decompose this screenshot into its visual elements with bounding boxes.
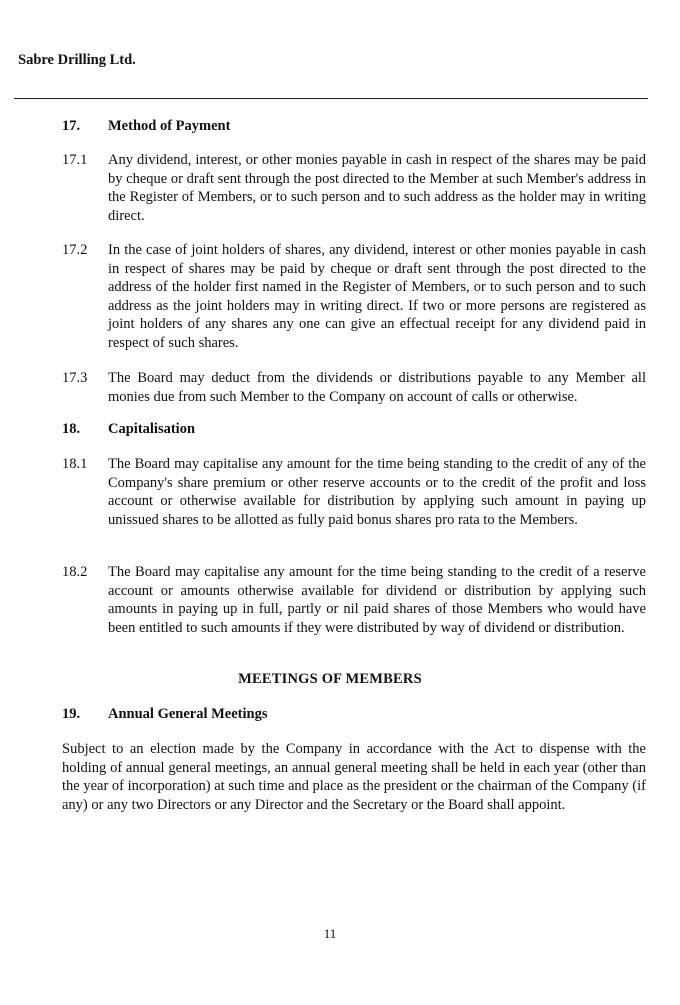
- clause-18-1-text: The Board may capitalise any amount for the time being standing to the credit of any of the Company's share premium or other reserve accounts or to the credit of the profit and loss account or otherwise available for distribution by applying such amount in paying up unissued shares to be allotted as fully paid bonus shares pro rata to the Members.: [108, 456, 646, 528]
- clause-18-1-number: 18.1: [62, 456, 88, 472]
- section-17-title: Method of Payment: [108, 118, 231, 134]
- clause-17-3-text: The Board may deduct from the dividends or distributions payable to any Member all monies due from such Member to the Company on account of calls or otherwise.: [108, 370, 646, 405]
- section-19-number: 19.: [62, 706, 81, 722]
- clause-17-1-text: Any dividend, interest, or other monies payable in cash in respect of the shares may be paid by cheque or draft sent through the post directed to the Member at such Member's address in the Register of Members, or to such person and to such address as the holder may in writing direct.: [108, 152, 646, 224]
- clause-18-2: [62, 563, 646, 637]
- section-18-number: 18.: [62, 421, 81, 437]
- clause-17-2: [62, 241, 646, 352]
- meetings-of-members-title: MEETINGS OF MEMBERS: [238, 671, 422, 687]
- section-17-heading: [62, 118, 230, 135]
- section-18-title: Capitalisation: [108, 421, 196, 437]
- page-number: 11: [323, 926, 337, 941]
- section-19-text: Subject to an election made by the Company in accordance with the Act to dispense with the holding of annual general meetings, an annual general meeting shall be held in each year (other than the year of incorporation) at such time and place as the president or the chairman of the Company (if any) or any two Directors or any Director and the Secretary or the Board shall appoint.: [62, 741, 646, 813]
- clause-17-1-number: 17.1: [62, 152, 88, 168]
- section-18-heading: [62, 421, 195, 438]
- clause-17-3: [62, 369, 646, 406]
- clause-18-2-text: The Board may capitalise any amount for the time being standing to the credit of a reserve account or amounts otherwise available for dividend or distribution by applying such amounts in paying up in full, partly or nil paid shares of those Members who would have been entitled to such amounts if they were distributed by way of dividend or distribution.: [108, 564, 646, 636]
- section-19-title: Annual General Meetings: [108, 706, 268, 722]
- clause-17-2-text: In the case of joint holders of shares, any dividend, interest or other monies payable in cash in respect of shares may be paid by cheque or draft sent through the post directed to the address of the holder first named in the Register of Members, or to such person and to such address as the joint holders may in writing direct. If two or more persons are registered as joint holders of any shares any one can give an effectual receipt for any dividend paid in respect of such shares.: [108, 242, 646, 351]
- section-19-heading: [62, 706, 268, 723]
- clause-18-2-number: 18.2: [62, 564, 88, 580]
- header-rule: [14, 98, 648, 99]
- clause-17-1: [62, 151, 646, 225]
- clause-17-2-number: 17.2: [62, 242, 88, 258]
- clause-18-1: [62, 455, 646, 529]
- company-name: Sabre Drilling Ltd.: [18, 52, 136, 68]
- section-17-number: 17.: [62, 118, 81, 134]
- clause-17-3-number: 17.3: [62, 370, 88, 386]
